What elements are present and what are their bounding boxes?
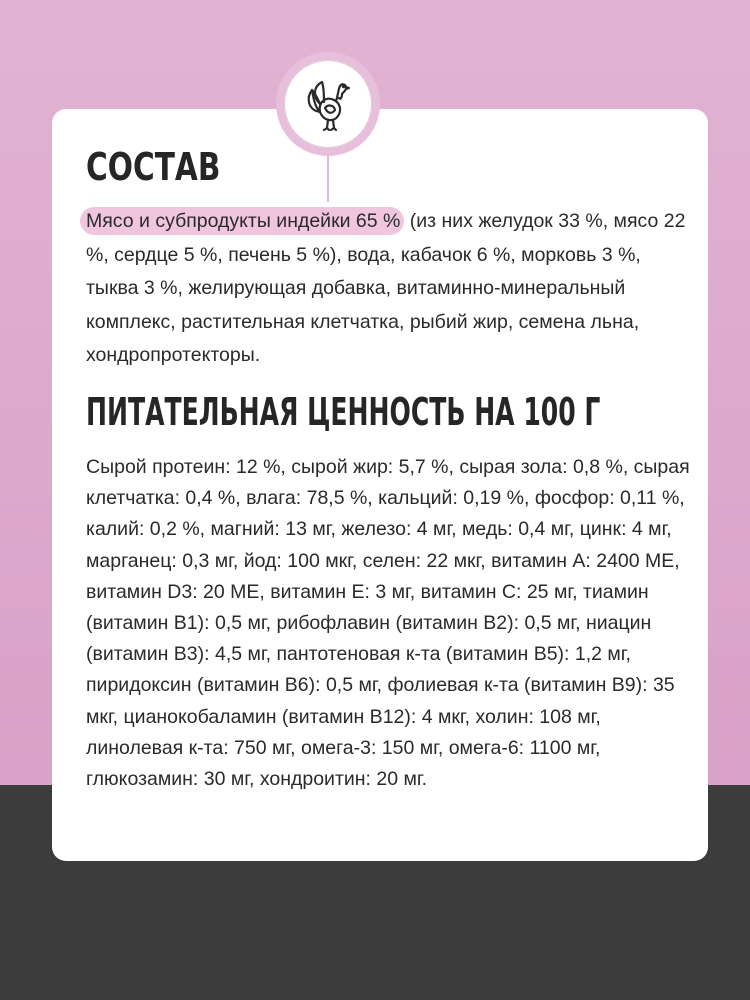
turkey-icon-circle bbox=[284, 60, 372, 148]
composition-rest: (из них желудок 33 %, мясо 22 %, сердце 5 %, печень 5 %), вода, кабачок 6 %, морковь 3 %, тыква 3 %, желирующая добавка, витаминно-минеральный комплекс, растительная клетчатка, рыбий жир, семена льна, хондропротекторы. bbox=[86, 210, 686, 366]
turkey-icon bbox=[298, 74, 358, 134]
composition-text bbox=[86, 205, 696, 373]
nutrition-heading: ПИТАТЕЛЬНАЯ ЦЕННОСТЬ НА 100 Г bbox=[86, 390, 601, 434]
turkey-icon-badge bbox=[276, 52, 380, 156]
icon-connector-line bbox=[327, 156, 329, 202]
composition-highlight: Мясо и субпродукты индейки 65 % bbox=[80, 207, 404, 235]
nutrition-text: Сырой протеин: 12 %, сырой жир: 5,7 %, сырая зола: 0,8 %, сырая клетчатка: 0,4 %, влага: 78,5 %, кальций: 0,19 %, фосфор: 0,11 %, калий: 0,2 %, магний: 13 мг, железо: 4 мг, медь: 0,4 мг, цинк: 4 мг, марганец: 0,3 мг, йод: 100 мкг, селен: 22 мкг, витамин А: 2400 МЕ, витамин D3: 20 МЕ, витамин Е: 3 мг, витамин С: 25 мг, тиамин (витамин В1): 0,5 мг, рибофлавин (витамин В2): 0,5 мг, ниацин (витамин В3): 4,5 мг, пантотеновая к-та (витамин В5): 1,2 мг, пиридоксин (витамин В6): 0,5 мг, фолиевая к-та (витамин В9): 35 мкг, цианокобаламин (витамин В12): 4 мкг, холин: 108 мг, линолевая к-та: 750 мг, омега-3: 150 мг, омега-6: 1100 мг, глюкозамин: 30 мг, хондроитин: 20 мг. bbox=[86, 456, 690, 791]
composition-heading: СОСТАВ bbox=[86, 145, 221, 189]
